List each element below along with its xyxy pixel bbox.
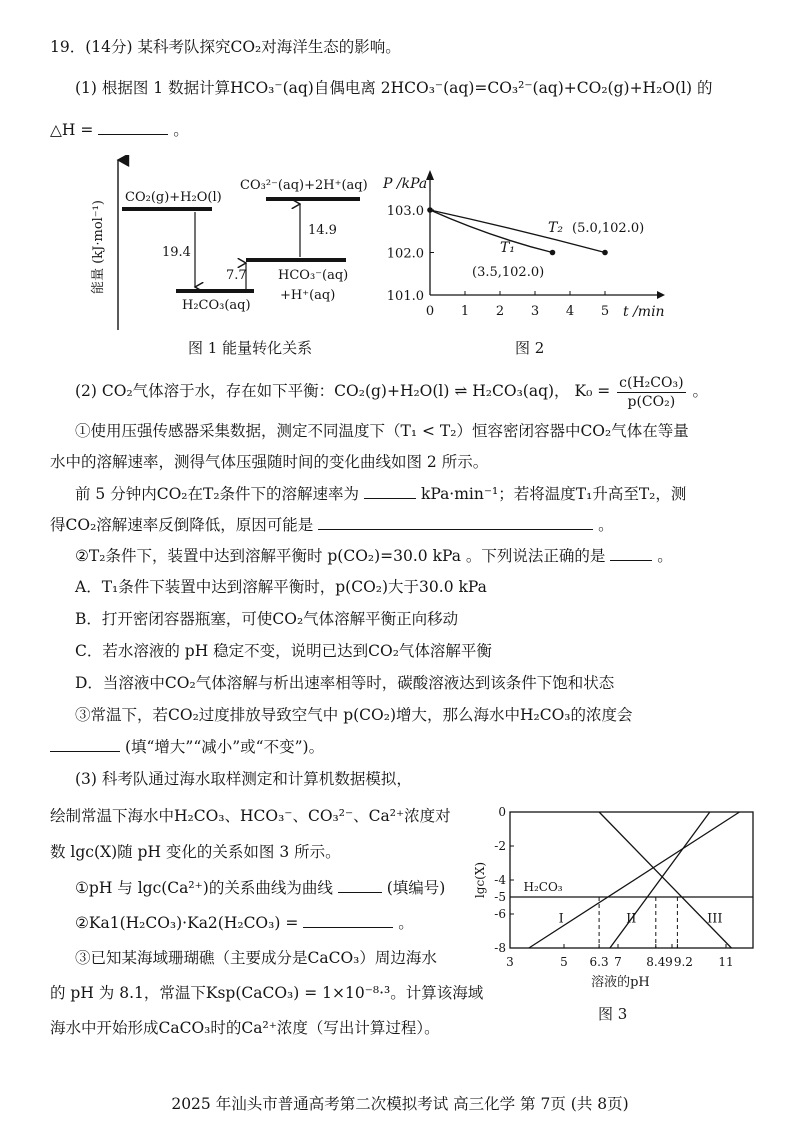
option-b: B．打开密闭容器瓶塞，可使CO₂气体溶解平衡正向移动 bbox=[75, 610, 459, 628]
x-tick-label: 1 bbox=[460, 304, 470, 319]
y-tick-label: -2 bbox=[494, 839, 506, 853]
x-axis-title: 溶液的pH bbox=[591, 975, 650, 990]
value-14-9: 14.9 bbox=[308, 223, 337, 238]
level-hco3-label-a: HCO₃⁻(aq) bbox=[278, 268, 349, 283]
option-c: C．若水溶液的 pH 稳定不变，说明已达到CO₂气体溶解平衡 bbox=[75, 642, 492, 660]
level-h2co3-label: H₂CO₃(aq) bbox=[182, 298, 251, 313]
energy-axis-label: 能量 (kJ·mol⁻¹) bbox=[91, 200, 106, 294]
series-t2-annotation: (5.0,102.0) bbox=[572, 221, 645, 236]
x-tick-label: 11 bbox=[718, 955, 734, 969]
x-tick-label: 0 bbox=[425, 304, 435, 319]
option-d: D．当溶液中CO₂气体溶解与析出速率相等时，碳酸溶液达到该条件下饱和状态 bbox=[75, 674, 615, 692]
q1-line4: 得CO₂溶解速率反倒降低，原因可能是 。 bbox=[50, 516, 614, 534]
y-tick-label: 101.0 bbox=[386, 289, 424, 304]
value-7-7: 7.7 bbox=[226, 268, 247, 283]
y-tick-label: 102.0 bbox=[386, 246, 424, 262]
answer-blank-rate[interactable] bbox=[364, 484, 416, 499]
answer-blank-delta-h[interactable] bbox=[98, 120, 168, 135]
x-tick-label: 4 bbox=[565, 304, 575, 319]
option-a: A．T₁条件下装置中达到溶解平衡时，p(CO₂)大于30.0 kPa bbox=[75, 578, 487, 596]
q3-line2: (填“增大”“减小”或“不变”)。 bbox=[50, 737, 324, 757]
y-tick-label: -5 bbox=[494, 890, 506, 904]
series-t1-annotation: (3.5,102.0) bbox=[472, 265, 545, 280]
level-co3 bbox=[266, 197, 360, 201]
label-curve-i: I bbox=[558, 911, 564, 927]
level-co2-label: CO₂(g)+H₂O(l) bbox=[125, 190, 222, 205]
p3q3-line1: ③已知某海域珊瑚礁（主要成分是CaCO₃）周边海水 bbox=[75, 949, 437, 967]
y-tick-label: -6 bbox=[494, 907, 506, 921]
answer-blank-curve[interactable] bbox=[338, 878, 382, 893]
data-point bbox=[550, 250, 556, 256]
x-tick-label: 2 bbox=[495, 304, 505, 319]
x-tick-label: 3 bbox=[506, 955, 514, 969]
x-tick-label: 3 bbox=[530, 304, 540, 319]
y-axis-title: P /kPa bbox=[383, 176, 428, 192]
energy-diagram bbox=[80, 155, 370, 340]
p3q3-line2: 的 pH 为 8.1，常温下Ksp(CaCO₃) = 1×10⁻⁸·³。计算该海域 bbox=[50, 984, 484, 1002]
level-hco3-label-b: +H⁺(aq) bbox=[280, 288, 336, 303]
y-tick-label: -4 bbox=[494, 873, 506, 887]
question-title: 19．(14分) 某科考队探究CO₂对海洋生态的影响。 bbox=[50, 38, 401, 56]
curve-ii bbox=[599, 812, 731, 948]
y-tick-label: 0 bbox=[498, 805, 506, 819]
y-tick-label: -8 bbox=[494, 941, 506, 955]
part1-line2: △H = 。 bbox=[50, 121, 189, 139]
level-co3-label: CO₃²⁻(aq)+2H⁺(aq) bbox=[240, 178, 368, 193]
delta-h-label: △H = bbox=[50, 121, 94, 139]
part3-line3: 数 lgc(X)随 pH 变化的关系如图 3 所示。 bbox=[50, 843, 341, 861]
k0-fraction: $\frac{\text{c(H₂CO₃)}}{\text{p(CO₂)}}$ bbox=[619, 374, 684, 410]
page-footer: 2025 年汕头市普通高考第二次模拟考试 高三化学 第 7页 (共 8页) bbox=[171, 1095, 629, 1113]
x-tick-label: 9.2 bbox=[673, 955, 693, 969]
x-tick-label: 9 bbox=[665, 955, 673, 969]
fig3-caption: 图 3 bbox=[598, 1005, 628, 1023]
fig1-caption: 图 1 能量转化关系 bbox=[188, 339, 313, 357]
lgc-ph-chart bbox=[470, 800, 770, 990]
x-tick-label: 5 bbox=[560, 955, 568, 969]
series-t1-line bbox=[430, 210, 553, 253]
data-point bbox=[427, 207, 433, 213]
label-curve-ii: II bbox=[626, 911, 637, 927]
q1-line3: 前 5 分钟内CO₂在T₂条件下的溶解速率为 kPa·min⁻¹；若将温度T₁升高至T₂，测 bbox=[75, 485, 687, 503]
answer-blank-choice[interactable] bbox=[610, 546, 652, 561]
q1-line2: 水中的溶解速率，测得气体压强随时间的变化曲线如图 2 所示。 bbox=[50, 453, 489, 471]
y-tick-label: 103.0 bbox=[386, 204, 424, 219]
level-h2co3 bbox=[176, 289, 254, 293]
q1-line1: ①使用压强传感器采集数据，测定不同温度下（T₁ < T₂）恒容密闭容器中CO₂气体在等量 bbox=[75, 422, 689, 440]
level-hco3 bbox=[246, 258, 346, 262]
x-tick-label: 5 bbox=[600, 304, 610, 319]
fig2-caption: 图 2 bbox=[515, 339, 545, 357]
label-curve-iii: III bbox=[707, 911, 723, 927]
q3-line1: ③常温下，若CO₂过度排放导致空气中 p(CO₂)增大，那么海水中H₂CO₃的浓度会 bbox=[75, 706, 633, 724]
p3q3-line3: 海水中开始形成CaCO₃时的Ca²⁺浓度（写出计算过程）。 bbox=[50, 1019, 440, 1037]
series-t1-label: T₁ bbox=[500, 240, 515, 256]
data-point bbox=[602, 250, 608, 256]
x-tick-label: 7 bbox=[614, 955, 622, 969]
x-axis-arrow bbox=[657, 291, 665, 299]
x-tick-label: 6.3 bbox=[589, 955, 609, 969]
answer-blank-reason[interactable] bbox=[318, 515, 593, 530]
part2-intro: (2) CO₂气体溶于水，存在如下平衡：CO₂(g)+H₂O(l) ⇌ H₂CO₃(aq)， K₀ = $\frac{\text{c(H₂CO₃)}}{\text{p(CO₂)}}$ 。 bbox=[75, 374, 708, 410]
y-axis-title: lgc(X) bbox=[473, 861, 487, 899]
curve-iii bbox=[610, 812, 710, 948]
q2-line1: ②T₂条件下，装置中达到溶解平衡时 p(CO₂)=30.0 kPa 。下列说法正确的是 。 bbox=[75, 547, 673, 565]
p3q2: ②Ka1(H₂CO₃)·Ka2(H₂CO₃) = 。 bbox=[75, 914, 414, 932]
answer-blank-concentration[interactable] bbox=[50, 737, 120, 752]
series-t2-label: T₂ bbox=[548, 220, 563, 236]
level-co2 bbox=[122, 207, 212, 211]
x-axis-title: t /min bbox=[623, 304, 665, 320]
answer-blank-ka[interactable] bbox=[303, 913, 393, 928]
part1-line1: (1) 根据图 1 数据计算HCO₃⁻(aq)自偶电离 2HCO₃⁻(aq)=CO₃²⁻(aq)+CO₂(g)+H₂O(l) 的 bbox=[75, 79, 713, 97]
part3-line1: (3) 科考队通过海水取样测定和计算机数据模拟， bbox=[75, 770, 412, 788]
label-h2co3: H₂CO₃ bbox=[523, 880, 563, 894]
value-19-4: 19.4 bbox=[162, 245, 191, 260]
x-tick-label: 8.4 bbox=[646, 955, 666, 969]
pressure-chart bbox=[375, 160, 675, 340]
p3q1: ①pH 与 lgc(Ca²⁺)的关系曲线为曲线 (填编号) bbox=[75, 879, 446, 897]
part3-line2: 绘制常温下海水中H₂CO₃、HCO₃⁻、CO₃²⁻、Ca²⁺浓度对 bbox=[50, 807, 451, 825]
